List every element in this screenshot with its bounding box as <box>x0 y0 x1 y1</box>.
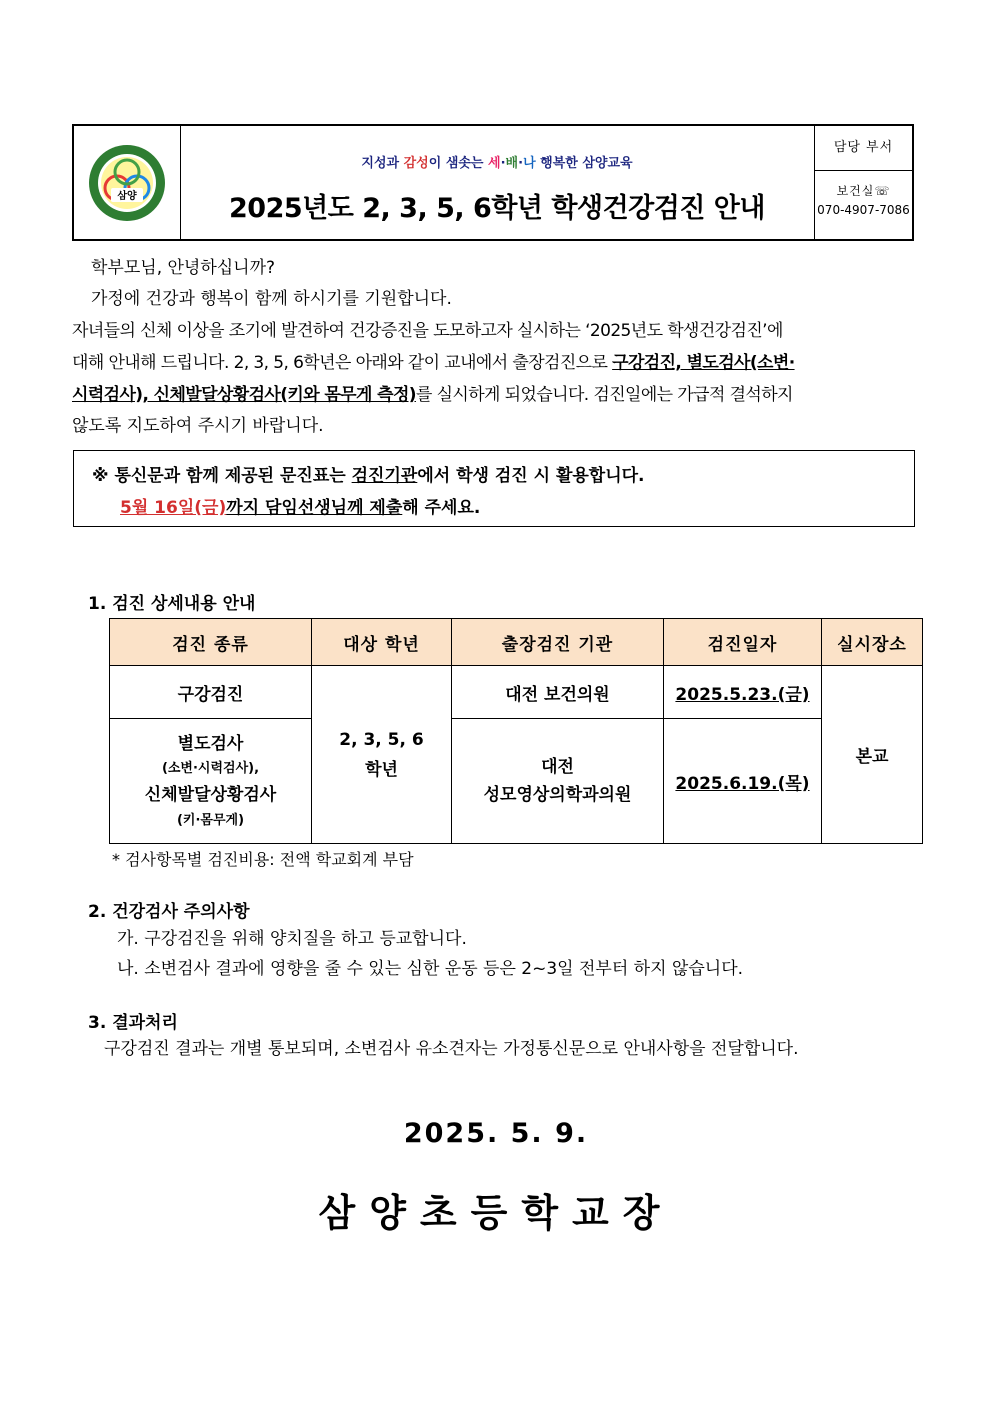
slogan-part: · <box>518 156 524 171</box>
dept-info <box>815 171 912 239</box>
logo-text: 삼양 <box>117 191 137 202</box>
table-cell <box>452 719 664 844</box>
table-row <box>110 719 923 844</box>
slogan-part: 행복한 삼양교육 <box>535 156 633 171</box>
intro-text: 대해 안내해 드립니다. 2, 3, 5, 6학년은 아래와 같이 교내에서 출장검진으로 <box>72 353 613 373</box>
intro-emphasis: 시력검사), 신체발달상황검사(키와 몸무게 측정) <box>72 385 416 405</box>
table-cell <box>664 666 822 719</box>
notice-deadline: 5월 16일(금) <box>120 498 227 518</box>
slogan-part: 세 <box>488 156 501 171</box>
notice-box <box>73 450 915 527</box>
table-header: 실시장소 <box>822 619 923 666</box>
section-heading: 1. 검진 상세내용 안내 <box>88 594 256 614</box>
notice-emphasis: 까지 담임선생님께 제출 <box>226 498 403 518</box>
notice-text: ※ 통신문과 함께 제공된 문진표는 <box>92 466 352 486</box>
notice-line <box>92 461 645 486</box>
cost-note: * 검사항목별 검진비용: 전액 학교회계 부담 <box>112 850 414 869</box>
intro-text-line <box>72 383 793 408</box>
caution-item: 가. 구강검진을 위해 양치질을 하고 등교합니다. <box>117 929 467 949</box>
intro-text-line: 자녀들의 신체 이상을 조기에 발견하여 건강증진을 도모하고자 실시하는 ‘2025년도 학생건강검진’에 <box>72 321 783 341</box>
section-heading: 3. 결과처리 <box>88 1013 178 1033</box>
table-header: 대상 학년 <box>312 619 452 666</box>
dept-cell <box>815 126 912 239</box>
slogan-part: · <box>500 156 506 171</box>
intro-emphasis: 구강검진, 별도검사(소변· <box>612 353 795 373</box>
dept-phone: 070-4907-7086 <box>817 203 910 217</box>
title-cell <box>180 126 815 239</box>
table-header: 검진일자 <box>664 619 822 666</box>
checkup-date: 2025.5.23.(금) <box>675 684 810 705</box>
slogan-part: 과 <box>386 156 404 171</box>
table-cell <box>664 719 822 844</box>
school-logo-icon <box>74 126 180 239</box>
table-cell-grade <box>312 666 452 844</box>
result-text: 구강검진 결과는 개별 통보되며, 소변검사 유소견자는 가정통신문으로 안내사항을 전달합니다. <box>104 1039 799 1059</box>
table-cell-place: 본교 <box>822 666 923 844</box>
table-cell <box>110 719 312 844</box>
grade-text: 학년 <box>365 759 398 780</box>
checkup-type: 신체발달상황검사 <box>144 785 277 805</box>
slogan-part: 이 샘솟는 <box>428 156 489 171</box>
grade-text: 2, 3, 5, 6 <box>339 729 424 750</box>
section-heading: 2. 건강검사 주의사항 <box>88 902 250 922</box>
checkup-date: 2025.6.19.(목) <box>675 773 810 794</box>
checkup-type-detail: (키·몸무게) <box>176 813 245 828</box>
notice-text: 에서 학생 검진 시 활용합니다. <box>417 466 645 486</box>
slogan-part: 지성 <box>361 156 387 171</box>
org-text: 대전 <box>541 757 574 777</box>
table-header: 검진 종류 <box>110 619 312 666</box>
logo-cell <box>74 126 181 239</box>
page-title: 2025년도 2, 3, 5, 6학년 학생건강검진 안내 <box>229 193 765 224</box>
slogan-part: 배 <box>505 156 519 171</box>
notice-text: 해 주세요. <box>402 498 481 518</box>
intro-text-line <box>72 351 795 376</box>
slogan-part: 감성 <box>403 156 429 171</box>
slogan-part: 나 <box>523 156 536 171</box>
intro-wish: 가정에 건강과 행복이 함께 하시기를 기원합니다. <box>91 289 452 309</box>
intro-text-line: 않도록 지도하여 주시기 바랍니다. <box>72 416 324 436</box>
checkup-type-detail: (소변·시력검사), <box>161 761 260 776</box>
checkup-type: 별도검사 <box>177 734 244 754</box>
intro-text: 를 실시하게 되었습니다. 검진일에는 가급적 결석하지 <box>415 385 793 405</box>
table-row <box>110 666 923 719</box>
notice-emphasis: 검진기관 <box>351 466 418 486</box>
intro-greeting: 학부모님, 안녕하십니까? <box>91 258 276 278</box>
caution-item: 나. 소변검사 결과에 영향을 줄 수 있는 심한 운동 등은 2~3일 전부터 하지 않습니다. <box>117 959 744 979</box>
slogan <box>180 152 814 171</box>
org-text: 성모영상의학과의원 <box>483 785 632 805</box>
document-date: 2025. 5. 9. <box>403 1118 589 1149</box>
table-header: 출장검진 기관 <box>452 619 664 666</box>
notice-line <box>120 493 480 518</box>
table-cell: 대전 보건의원 <box>452 666 664 719</box>
table-header-row <box>110 619 923 666</box>
principal-signature: 삼양초등학교장 <box>318 1191 674 1235</box>
table-cell: 구강검진 <box>110 666 312 719</box>
checkup-table <box>109 618 923 844</box>
dept-label: 담당 부서 <box>815 126 912 171</box>
dept-name: 보건실☏ <box>836 184 891 198</box>
header-box <box>72 124 914 241</box>
